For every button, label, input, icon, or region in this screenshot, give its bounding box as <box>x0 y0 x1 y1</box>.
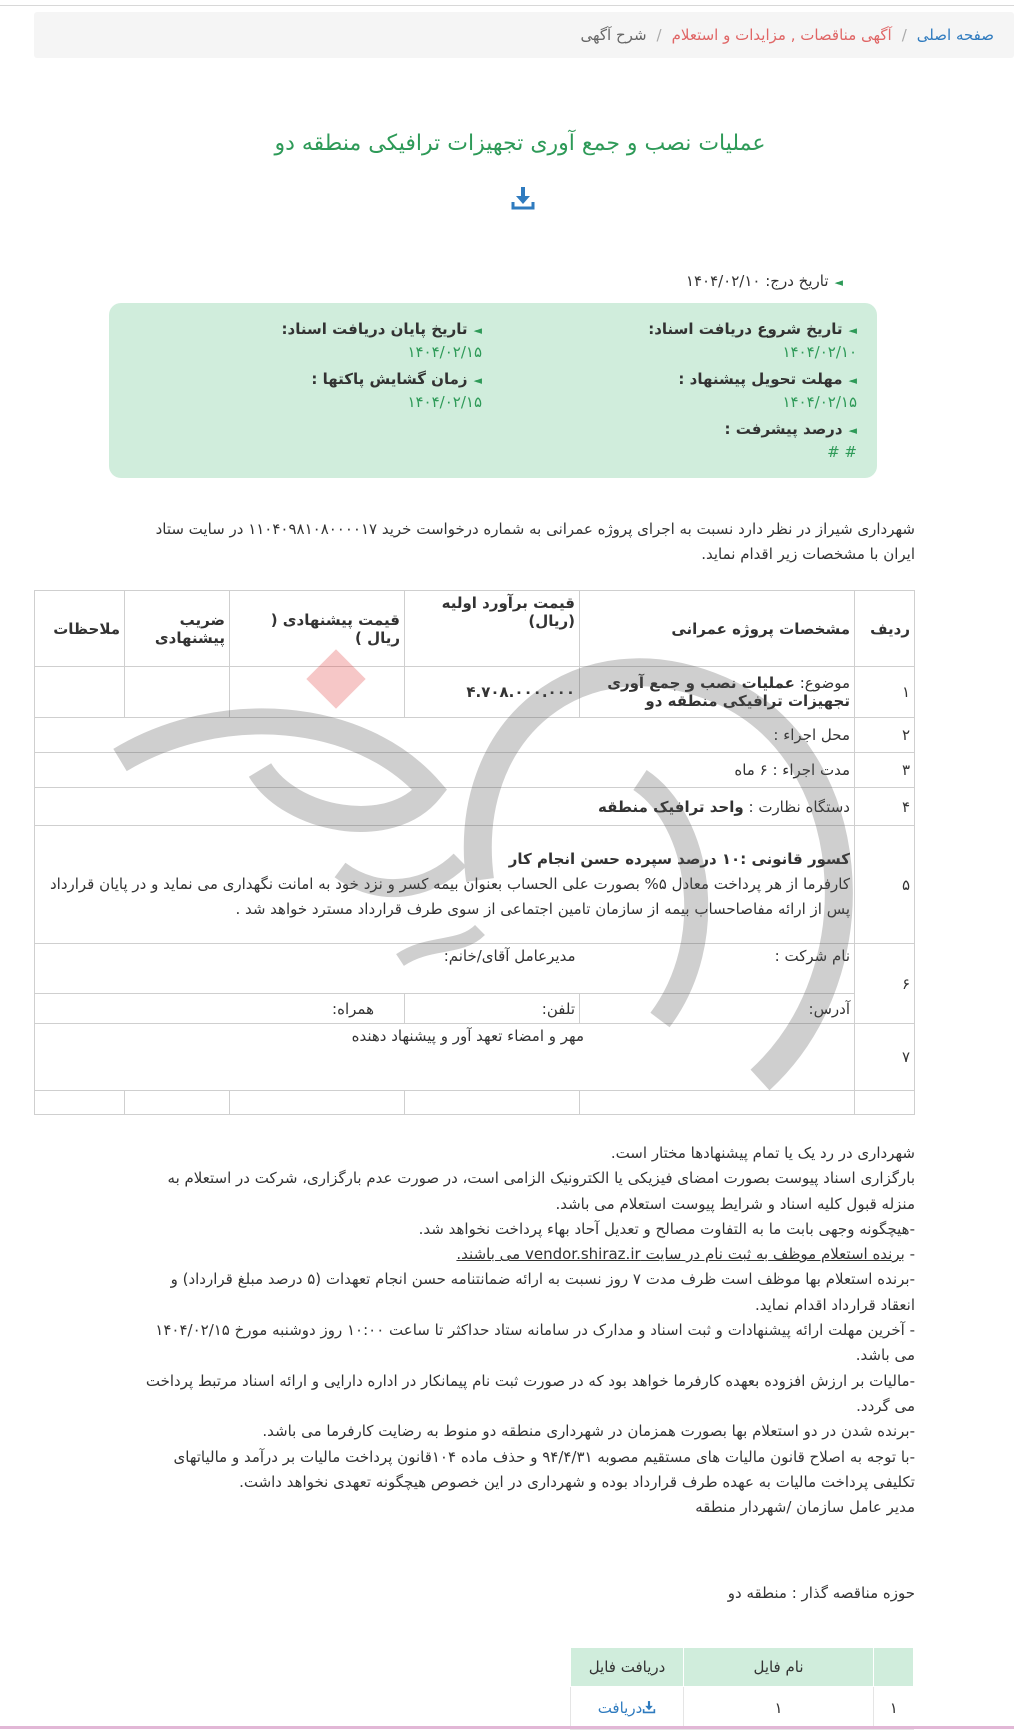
doc-start-value: ۱۴۰۴/۰۲/۱۰ <box>782 343 857 361</box>
note: -مالیات بر ارزش افزوده بعهده کارفرما خواهد بود که در صورت ثبت نام پیمانکار در اداره دارایی و ارائه اسناد مرتبط پرداخت می گردد. <box>145 1371 915 1415</box>
row5-deductions <box>35 826 855 944</box>
files-header-row <box>571 1648 914 1687</box>
file-download-link[interactable] <box>598 1699 657 1717</box>
intro-paragraph: شهرداری شیراز در نظر دارد نسبت به اجرای پروژه عمرانی به شماره درخواست خرید ۱۱۰۴۰۹۸۱۰۸۰۰۰۰۱۷ در سایت ستاد ایران با مشخصات زیر اقدام نماید. <box>155 520 915 563</box>
file-row <box>571 1687 914 1730</box>
row5-text: کارفرما از هر پرداخت معادل ۵% بصورت علی الحساب بعنوان بیمه کسر و نزد خود به امانت نگهداری می نماید و در پایان قرارداد پس از ارائه مفاصاحساب بیمه از سازمان تامین اجتماعی از سوی طرف قرارداد مسترد خواهد شد . <box>49 875 850 918</box>
row4-value: واحد ترافیک منطقه <box>598 797 744 816</box>
row1-subject-value: عملیات نصب و جمع آوری تجهیزات ترافیکی منطقه دو <box>607 674 850 710</box>
note-signature: مدیر عامل سازمان /شهردار منطقه <box>695 1498 915 1517</box>
table-row <box>35 1091 915 1115</box>
table-row <box>35 753 915 788</box>
header-spec: مشخصات پروژه عمرانی <box>580 591 855 667</box>
row-number: ۱ <box>855 667 915 718</box>
table-row <box>35 944 915 994</box>
header-notes: ملاحظات <box>35 591 125 667</box>
breadcrumb-separator: / <box>901 26 907 44</box>
top-divider <box>0 5 1014 6</box>
row3-duration: مدت اجراء : ۶ ماه <box>35 753 855 788</box>
row6-phone: تلفن: <box>405 994 580 1024</box>
doc-end-value: ۱۴۰۴/۰۲/۱۵ <box>407 343 482 361</box>
row1-subject-label: موضوع: <box>799 674 850 692</box>
notes-section <box>140 1141 915 1520</box>
table-row <box>35 826 915 944</box>
table-row <box>35 667 915 718</box>
table-row <box>35 718 915 753</box>
row-number: ۲ <box>855 718 915 753</box>
offer-deadline-value: ۱۴۰۴/۰۲/۱۵ <box>782 393 857 411</box>
row6-ceo: مدیرعامل آقای/خانم: <box>35 944 580 994</box>
row-number: ۴ <box>855 788 915 826</box>
table-row <box>35 994 915 1024</box>
files-col-name: نام فایل <box>684 1648 874 1687</box>
bullet-arrow-icon: ◄ <box>848 424 857 437</box>
doc-end-date <box>152 320 482 361</box>
bullet-arrow-icon: ◄ <box>848 374 857 387</box>
file-download-cell <box>571 1687 684 1730</box>
opening-time <box>152 370 482 411</box>
row1-coefficient <box>125 667 230 718</box>
bullet-arrow-icon: ◄ <box>473 324 482 337</box>
opening-value: ۱۴۰۴/۰۲/۱۵ <box>407 393 482 411</box>
insert-date-value: ۱۴۰۴/۰۲/۱۰ <box>685 272 761 290</box>
offer-deadline-label: مهلت تحویل پیشنهاد : <box>678 370 843 388</box>
opening-label: زمان گشایش پاکتها : <box>311 370 468 388</box>
row6-company: نام شرکت : <box>580 944 855 994</box>
row7-signature: مهر و امضاء تعهد آور و پیشنهاد دهنده <box>35 1024 855 1091</box>
table-row <box>35 788 915 826</box>
doc-end-label: تاریخ پایان دریافت اسناد: <box>281 320 468 338</box>
tender-info-box <box>109 303 877 478</box>
page-title: عملیات نصب و جمع آوری تجهیزات ترافیکی منطقه دو <box>274 131 766 156</box>
breadcrumb-current: شرح آگهی <box>580 26 647 44</box>
header-row-number: ردیف <box>855 591 915 667</box>
breadcrumb-category-link[interactable]: آگهی مناقصات , مزایدات و استعلام <box>671 26 892 44</box>
file-name: ۱ <box>684 1687 874 1730</box>
note: - آخرین مهلت ارائه پیشنهادات و ثبت اسناد و مدارک در سامانه ستاد حداکثر تا ساعت ۱۰:۰۰ روز دوشنبه مورخ ۱۴۰۴/۰۲/۱۵ می باشد. <box>155 1321 915 1365</box>
note: -هیچگونه وجهی بابت ما به التفاوت مصالح و تعدیل آحاد بهاء پرداخت نخواهد شد. <box>418 1219 915 1238</box>
row4-label: دستگاه نظارت : <box>748 797 850 816</box>
insert-date-label: تاریخ درج: <box>765 272 829 290</box>
note: -برنده شدن در دو استعلام بها بصورت همزمان در شهرداری منطقه دو منوط به رضایت کارفرما می باشد. <box>262 1422 915 1441</box>
row1-estimate: ۴.۷۰۸.۰۰۰.۰۰۰ <box>405 667 580 718</box>
note-prefix: - <box>904 1245 915 1264</box>
table-row <box>35 1024 915 1091</box>
note: شهرداری در رد یک یا تمام پیشنهادها مختار است. <box>610 1144 915 1162</box>
breadcrumb <box>34 12 1014 58</box>
row5-heading: کسور قانونی :۱۰ درصد سپرده حسن انجام کار <box>508 850 850 868</box>
header-coefficient: ضریب پیشنهادی <box>125 591 230 667</box>
row6-address: آدرس: <box>580 994 855 1024</box>
file-index: ۱ <box>874 1687 914 1730</box>
doc-start-label: تاریخ شروع دریافت اسناد: <box>648 320 843 338</box>
breadcrumb-separator: / <box>656 26 662 44</box>
file-download-label: دریافت <box>597 1699 643 1717</box>
row-number: ۷ <box>855 1024 915 1091</box>
bullet-arrow-icon: ◄ <box>473 374 482 387</box>
note: -برنده استعلام بها موظف است ظرف مدت ۷ روز نسبت به ارائه ضمانتنامه حسن انجام تعهدات (۵ درصد مبلغ قرارداد) و انعقاد قرارداد اقدام نماید. <box>170 1270 915 1314</box>
vendor-registration-link[interactable]: برنده استعلام موظف به ثبت نام در سایت vendor.shiraz.ir می باشند. <box>456 1245 905 1264</box>
row1-notes <box>35 667 125 718</box>
row6-mobile: همراه: <box>35 994 405 1024</box>
progress-value: # # <box>827 443 857 461</box>
note: -با توجه به اصلاح قانون مالیات های مستقیم مصوبه ۹۴/۴/۳۱ و حذف ماده ۱۰۴قانون پرداخت مالیات بر درآمد و مالیاتهای تکلیفی پرداخت مالیات به عهده طرف قرارداد بوده و شهرداری در این خصوص هیچگونه تعهدی نخواهد داشت. <box>173 1447 915 1491</box>
note: بارگزاری اسناد پیوست بصورت امضای فیزیکی یا الکترونیک الزامی است، در صورت عدم بارگزاری، شرکت در استعلام به منزله قبول کلیه اسناد و شرایط پیوست استعلام می باشد. <box>167 1169 915 1213</box>
note <box>140 1242 915 1267</box>
offer-deadline <box>527 370 857 411</box>
row-number: ۶ <box>855 944 915 1024</box>
header-offer-price: قیمت پیشنهادی ( ریال ) <box>230 591 405 667</box>
row1-subject <box>580 667 855 718</box>
download-icon[interactable] <box>510 185 536 211</box>
insert-date <box>500 272 843 290</box>
download-icon <box>642 1700 656 1714</box>
row4-supervisor <box>35 788 855 826</box>
progress-percent <box>527 420 857 461</box>
tender-zone: حوزه مناقصه گذار : منطقه دو <box>727 1584 915 1602</box>
files-col-download: دریافت فایل <box>571 1648 684 1687</box>
progress-label: درصد پیشرفت : <box>724 420 843 438</box>
bullet-arrow-icon: ◄ <box>834 276 843 289</box>
project-table <box>34 590 915 1115</box>
row-number: ۳ <box>855 753 915 788</box>
bullet-arrow-icon: ◄ <box>848 324 857 337</box>
row1-offer-price <box>230 667 405 718</box>
files-table <box>570 1647 914 1730</box>
doc-start-date <box>527 320 857 361</box>
table-header-row <box>35 591 915 667</box>
row2-location: محل اجراء : <box>35 718 855 753</box>
header-estimate: قیمت برآورد اولیه (ریال) <box>405 591 580 667</box>
row-number: ۵ <box>855 826 915 944</box>
breadcrumb-home-link[interactable]: صفحه اصلی <box>916 26 994 44</box>
